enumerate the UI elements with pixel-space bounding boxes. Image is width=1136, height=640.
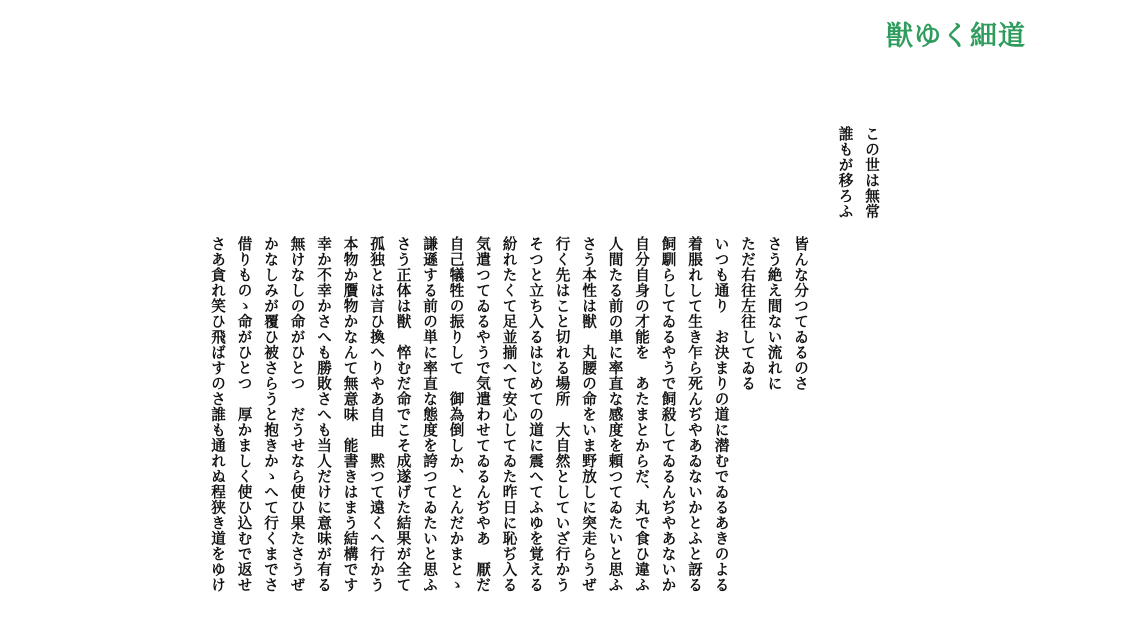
song-title: 獣ゆく細道 [886, 21, 1026, 52]
lyric-line: 自分自身の才能を あたまとからだ、丸で食ひ違ふ [633, 236, 650, 593]
lyric-line: 孤独とは言ひ換へりやあ自由 黙つて遠くへ行かう [368, 236, 385, 593]
lyric-line: 無けなしの命がひとつ だうせなら使ひ果たさうぜ [288, 236, 306, 593]
lyric-line: 着脹れして生き乍ら死んぢやあゐないかとふと訝る [686, 236, 703, 593]
lyric-line: さう本性は獣 丸腰の命をいま野放しに突走らうぜ [580, 236, 597, 593]
lyric-line: 皆んな分つてゐるのさ [792, 236, 809, 391]
lyric-line: 人間たる前の単に率直な感度を頼つてゐたいと思ふ [606, 236, 624, 593]
lyric-line: さう正体は獣 悴むだ命でこそ成遂げた結果が全て [394, 236, 412, 593]
lyric-line: そつと立ち入るはじめての道に震へてふゆを覚える [527, 236, 544, 593]
lyric-line: さう絶え間ない流れに [765, 236, 783, 391]
lyric-line: 行く先はこと切れる場所 大自然としていざ行かう [553, 236, 571, 593]
lyric-line: 本物か贋物かなんて無意味 能書きはまう結構です [341, 236, 359, 593]
lyric-line: 気遣つてゐるやうで気遣わせてゐるんぢやあ 厭だ [474, 236, 491, 593]
lyric-line: この世は無常 [863, 126, 880, 219]
lyric-line: いつも通り お決まりの道に潜むでゐるあきのよる [712, 236, 730, 593]
lyric-line: さあ貪れ笑ひ飛ばすのさ誰も通れぬ程狭き道をゆけ [209, 236, 226, 593]
lyric-line: 飼馴らしてゐるやうで飼殺してゐるんぢやあないか [659, 236, 677, 593]
lyric-line: ただ右往左往してゐる [739, 236, 756, 391]
stanza-gap [813, 126, 831, 626]
lyric-line: かなしみが覆ひ被さらうと抱きかゝへて行くまでさ [262, 236, 279, 593]
lyric-line: 謙遜する前の単に率直な態度を誇つてゐたいと思ふ [421, 236, 438, 593]
lyric-line: 幸か不幸かさへも勝敗さへも当人だけに意味が有る [315, 236, 332, 593]
lyric-line: 紛れたくて足並揃へて安心してゐた昨日に恥ぢ入る [500, 236, 518, 593]
lyrics-block [204, 126, 885, 626]
lyric-line: 自己犠牲の振りして 御為倒しか、とんだかまとゝ [447, 236, 465, 593]
lyric-line: 借りものゝ命がひとつ 厚かましく使ひ込むで返せ [235, 236, 253, 593]
lyric-line: 誰もが移ろふ [836, 126, 854, 219]
